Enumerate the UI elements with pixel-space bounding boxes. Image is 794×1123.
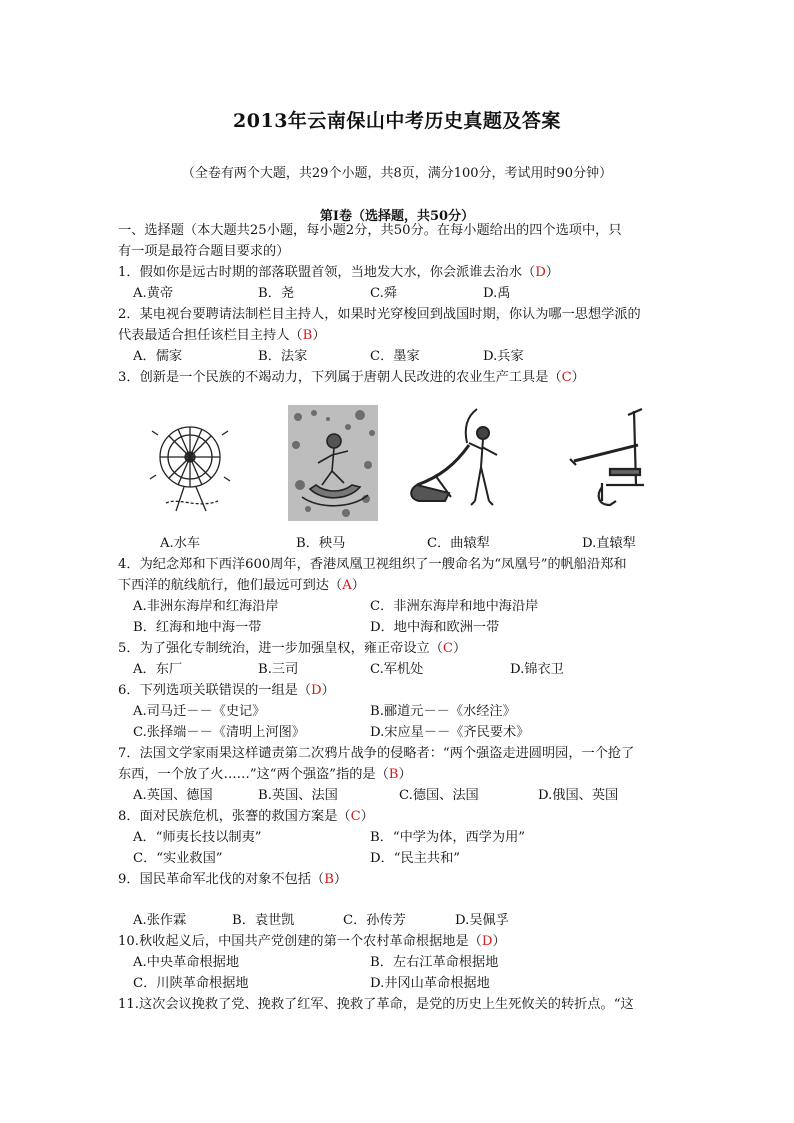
option: C．川陕革命根据地: [133, 976, 249, 991]
question-stem: 11.这次会议挽救了党、挽救了红军、挽救了革命，是党的历史上生死攸关的转折点。“这: [118, 997, 634, 1012]
option: A.司马迁－－《史记》: [133, 704, 266, 719]
question-stem: 代表最适合担任该栏目主持人（B）: [118, 328, 326, 343]
option: B．红海和地中海一带: [133, 620, 262, 635]
option: A.张作霖: [133, 913, 187, 928]
question-stem: 7．法国文学家雨果这样谴责第二次鸦片战争的侵略者：“两个强盗走进圆明园，一个抢了: [118, 746, 635, 761]
option: D.井冈山革命根据地: [370, 976, 490, 991]
option: A.水车: [160, 536, 201, 551]
option: A.非洲东海岸和红海沿岸: [133, 599, 279, 614]
option: B．尧: [258, 286, 295, 301]
option: B.郦道元－－《水经注》: [370, 704, 516, 719]
yangma-image: [288, 405, 378, 521]
option: B．“中学为体，西学为用”: [370, 830, 526, 845]
answer-mark: A: [342, 578, 352, 593]
option: B．法家: [258, 349, 308, 364]
option: A.英国、德国: [133, 788, 213, 803]
page-title: 2013年云南保山中考历史真题及答案: [233, 110, 561, 132]
option: C．墨家: [370, 349, 420, 364]
option: D.直辕犁: [582, 536, 636, 551]
question-stem: 1．假如你是远古时期的部落联盟首领，当地发大水，你会派谁去治水（D）: [118, 265, 559, 280]
curved-plough-image: [405, 405, 515, 515]
option: C．“实业救国”: [133, 851, 223, 866]
question-stem: 10.秋收起义后，中国共产党创建的第一个农村革命根据地是（D）: [118, 934, 506, 949]
option: B．秧马: [296, 536, 346, 551]
option: A．“师夷长技以制夷”: [133, 830, 262, 845]
option: C．曲辕犁: [427, 536, 490, 551]
question-stem: 2．某电视台要聘请法制栏目主持人，如果时光穿梭回到战国时期，你认为哪一思想学派的: [118, 307, 641, 322]
option: D.禹: [483, 286, 511, 301]
answer-mark: D: [535, 265, 546, 280]
section-intro-line: 有一项是最符合题目要求的）: [118, 244, 290, 259]
question-stem: 4．为纪念郑和下西洋600周年，香港凤凰卫视组织了一艘命名为“凤凰号”的帆船沿郑和: [118, 557, 627, 572]
answer-mark: C: [561, 370, 572, 385]
straight-plough-image: [566, 405, 650, 517]
option: D.锦衣卫: [510, 662, 564, 677]
option: D.宋应星－－《齐民要术》: [370, 725, 530, 740]
question-stem: 6．下列选项关联错误的一组是（D）: [118, 683, 335, 698]
answer-mark: C: [350, 809, 361, 824]
question-stem: 东西，一个放了火……”这“两个强盗”指的是（B）: [118, 767, 412, 782]
option: A．东厂: [133, 662, 183, 677]
answer-mark: D: [311, 683, 322, 698]
option: B.英国、法国: [258, 788, 338, 803]
option: B．袁世凯: [232, 913, 295, 928]
answer-mark: B: [302, 328, 313, 343]
option: B.三司: [258, 662, 299, 677]
question-stem: 下西洋的航线航行，他们最远可到达（A）: [118, 578, 365, 593]
option: C．非洲东海岸和地中海沿岸: [370, 599, 539, 614]
question-stem: 3．创新是一个民族的不竭动力，下列属于唐朝人民改进的农业生产工具是（C）: [118, 370, 585, 385]
exam-instructions: （全卷有两个大题，共29个小题，共8页，满分100分，考试用时90分钟）: [181, 166, 613, 181]
question-stem: 5．为了强化专制统治，进一步加强皇权，雍正帝设立（C）: [118, 641, 467, 656]
option: C.张择端－－《清明上河图》: [133, 725, 306, 740]
option: D.俄国、英国: [538, 788, 619, 803]
option: C.军机处: [370, 662, 424, 677]
question-stem: 8．面对民族危机，张謇的救国方案是（C）: [118, 809, 374, 824]
question-stem: 9．国民革命军北伐的对象不包括（B）: [118, 872, 348, 887]
option: C.舜: [370, 286, 397, 301]
option: D．地中海和欧洲一带: [370, 620, 500, 635]
part-heading: 第Ⅰ卷（选择题，共50分）: [319, 209, 475, 224]
option: A.黄帝: [133, 286, 174, 301]
answer-mark: D: [481, 934, 493, 949]
option: D．“民主共和”: [370, 851, 460, 866]
waterwheel-image: [148, 405, 234, 517]
answer-mark: C: [442, 641, 453, 656]
section-intro-line: 一、选择题（本大题共25小题，每小题2分，共50分。在每小题给出的四个选项中，只: [118, 223, 622, 238]
option: B．左右江革命根据地: [370, 955, 499, 970]
option: D.兵家: [483, 349, 524, 364]
option: A．儒家: [133, 349, 183, 364]
answer-mark: B: [324, 872, 334, 887]
answer-mark: B: [388, 767, 399, 782]
option: D.吴佩孚: [455, 913, 509, 928]
option: A.中央革命根据地: [133, 955, 240, 970]
option: C.德国、法国: [399, 788, 479, 803]
option: C．孙传芳: [343, 913, 406, 928]
